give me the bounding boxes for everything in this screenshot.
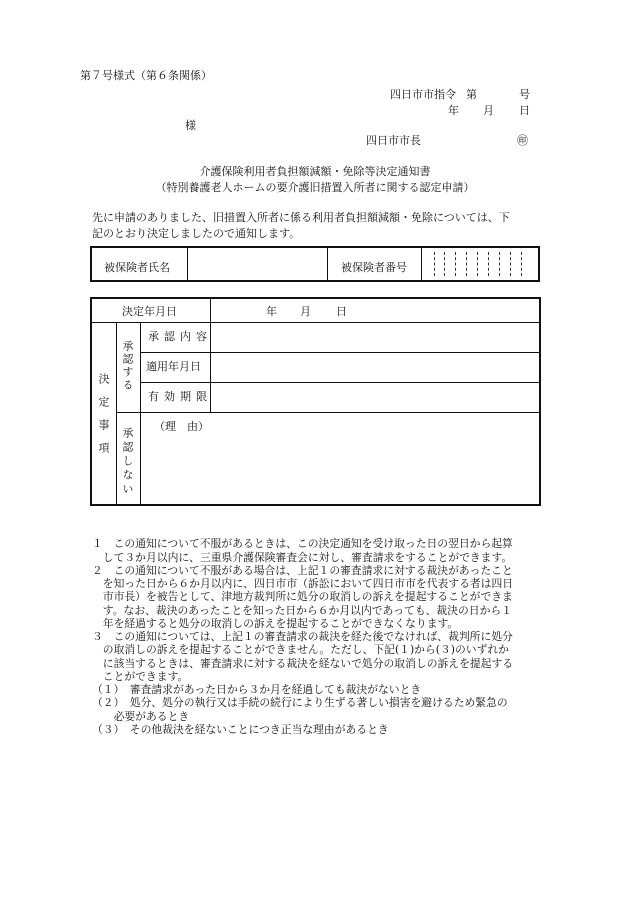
intro-line-2: 記のとおり決定しましたので通知します。 <box>92 227 301 240</box>
insured-person-table <box>90 246 540 282</box>
issue-year: 年 <box>448 104 459 117</box>
document-title: 介護保険利用者負担額減額・免除等決定通知書 <box>199 165 431 178</box>
reason-label: （理 由） <box>154 420 209 433</box>
form-number: 第７号様式（第６条関係） <box>80 69 212 82</box>
decision-date-field[interactable] <box>211 299 539 322</box>
valid-period-field[interactable] <box>211 383 539 412</box>
digit-divider <box>488 252 489 276</box>
approve-content-field[interactable] <box>211 323 539 352</box>
insured-name-label: 被保険者氏名 <box>104 261 170 274</box>
note-line: 市市長）を被告として、津地方裁判所に処分の取消しの訴えを提起することができま <box>92 590 513 603</box>
valid-period-label: 有効期限 <box>148 390 212 403</box>
note-line: （３） その他裁決を経ないことにつき正当な理由があるとき <box>92 723 389 736</box>
col-divider <box>116 322 117 504</box>
approve-label: 承認する <box>121 340 134 392</box>
issuer-dai: 第 <box>466 88 477 101</box>
digit-divider <box>434 252 435 276</box>
insured-name-field[interactable] <box>188 248 328 280</box>
note-line: １ この通知について不服があるときは、この決定通知を受け取った日の翌日から起算 <box>92 537 513 550</box>
decision-items-label: 決定事項 <box>97 373 110 465</box>
insured-number-field[interactable] <box>422 248 538 280</box>
digit-divider <box>477 252 478 276</box>
document-subtitle: （特別養護老人ホームの要介護旧措置入所者に関する認定申請） <box>155 181 475 194</box>
apply-date-field[interactable] <box>211 353 539 382</box>
issuer-prefix: 四日市市指令 <box>390 88 456 101</box>
note-line: ２ この通知について不服がある場合は、上記１の審査請求に対する裁決があったこと <box>92 564 513 577</box>
note-line: 年を経過すると処分の取消しの訴えを提起することができなくなります。 <box>92 617 459 630</box>
note-line: の取消しの訴えを提起することができません。ただし、下記(１)から(３)のいずれか <box>92 643 509 656</box>
digit-divider <box>466 252 467 276</box>
note-line: 必要があるとき <box>92 710 190 723</box>
digit-divider <box>499 252 500 276</box>
issue-month: 月 <box>483 104 494 117</box>
seal-mark: ㊞ <box>517 134 528 147</box>
digit-divider <box>510 252 511 276</box>
decision-date-label: 決定年月日 <box>122 305 177 318</box>
decision-date-year: 年 <box>266 305 277 318</box>
reason-field[interactable] <box>141 413 539 504</box>
note-line: を知った日から６か月以内に、四日市市（訴訟において四日市市を代表する者は四日 <box>92 577 514 590</box>
digit-divider <box>444 252 445 276</box>
decision-table <box>90 297 541 506</box>
digit-divider <box>455 252 456 276</box>
insured-number-label: 被保険者番号 <box>341 261 407 274</box>
note-line: に該当するときは、審査請求に対する裁決を経ないで処分の取消しの訴えを提起する <box>92 657 514 670</box>
decision-date-day: 日 <box>336 305 347 318</box>
intro-line-1: 先に申請のありました、旧措置入所者に係る利用者負担額減額・免除については、下 <box>92 211 510 224</box>
issuer-go: 号 <box>519 88 530 101</box>
note-line: して３か月以内に、三重県介護保険審査会に対し、審査請求をすることができます。 <box>92 551 513 564</box>
insured-name-label-cell <box>92 248 188 280</box>
mayor-title: 四日市市長 <box>366 134 421 147</box>
addressee-honorific: 様 <box>185 119 196 132</box>
digit-divider <box>521 252 522 276</box>
approve-content-label: 承認内容 <box>148 330 212 343</box>
note-line: ３ この通知については、上記１の審査請求の裁決を経た後でなければ、裁判所に処分 <box>92 630 513 643</box>
note-line: （１） 審査請求があった日から３か月を経過しても裁決がないとき <box>92 683 422 696</box>
note-line: ことができます。 <box>92 670 189 683</box>
issue-day: 日 <box>519 104 530 117</box>
decision-date-month: 月 <box>300 305 311 318</box>
note-line: （２） 処分、処分の執行又は手続の続行により生ずる著しい損害を避けるため緊急の <box>92 696 508 709</box>
insured-number-label-cell <box>328 248 422 280</box>
apply-date-label: 適用年月日 <box>146 360 201 373</box>
note-line: す。なお、裁決のあったことを知った日から６か月以内であっても、裁決の日から１ <box>92 604 512 617</box>
deny-label: 承認しない <box>121 427 134 497</box>
